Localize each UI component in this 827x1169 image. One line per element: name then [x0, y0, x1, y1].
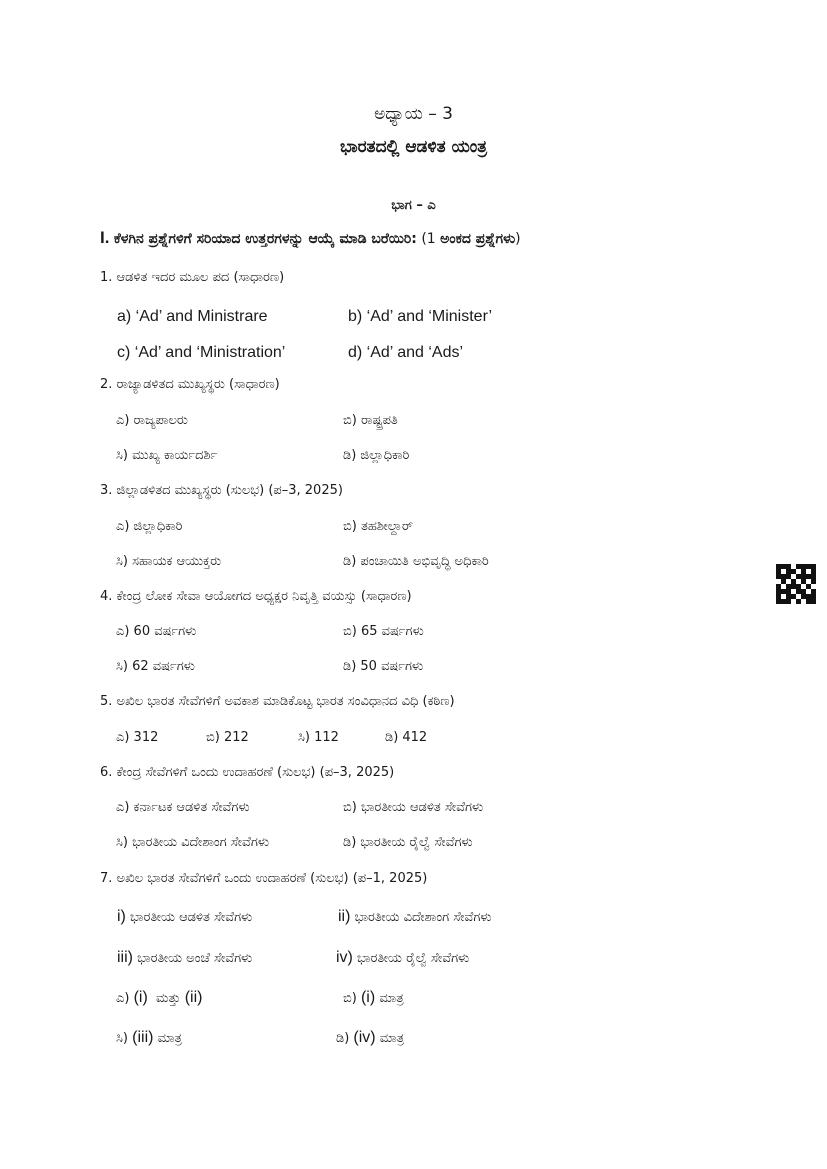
q2-option-c: ಸಿ) ಮುಖ್ಯ ಕಾರ್ಯದರ್ಶಿ	[116, 448, 218, 463]
q3-option-c: ಸಿ) ಸಹಾಯಕ ಆಯುಕ್ತರು	[116, 554, 222, 569]
q3-option-b: ಬಿ) ತಹಶೀಲ್ದಾರ್	[343, 519, 413, 534]
q7-option-c	[116, 1029, 182, 1047]
q7-option-d	[336, 1029, 404, 1047]
q6-option-d: ಡಿ) ಭಾರತೀಯ ರೈಲ್ವೆ ಸೇವೆಗಳು	[343, 835, 473, 850]
q7-statement-i	[117, 908, 252, 926]
statement-marker: ii)	[338, 908, 351, 925]
option-ref: (i)	[360, 989, 376, 1006]
q4-option-a: ಎ) 60 ವರ್ಷಗಳು	[116, 624, 197, 639]
q1-option-b: b) ‘Ad’ and ‘Minister’	[348, 308, 493, 325]
q7-statement-iii	[117, 949, 252, 967]
option-connector: ಮಾತ್ರ	[379, 1031, 405, 1046]
option-connector: ಮಾತ್ರ	[379, 991, 404, 1006]
q1-option-a: a) ‘Ad’ and Ministrare	[117, 308, 268, 325]
q5-option-a: ಎ) 312	[116, 730, 159, 745]
marks-label: ಅಂಕದ ಪ್ರಶ್ನೆಗಳು	[440, 231, 516, 247]
question-1: 1. ಆಡಳಿತ ಇದರ ಮೂಲ ಪದ (ಸಾಧಾರಣ)	[100, 270, 285, 285]
statement-marker: iii)	[117, 949, 133, 966]
question-4: 4. ಕೇಂದ್ರ ಲೋಕ ಸೇವಾ ಆಯೋಗದ ಅಧ್ಯಕ್ಷರ ನಿವೃತ್ತಿ ವಯಸ್ಸು (ಸಾಧಾರಣ)	[100, 589, 412, 604]
option-ref: (ii)	[184, 989, 203, 1006]
question-5: 5. ಅಖಿಲ ಭಾರತ ಸೇವೆಗಳಿಗೆ ಅವಕಾಶ ಮಾಡಿಕೊಟ್ಟ ಭಾರತ ಸಂವಿಧಾನದ ವಿಧಿ (ಕಠಿಣ)	[100, 694, 455, 709]
question-7: 7. ಅಖಿಲ ಭಾರತ ಸೇವೆಗಳಿಗೆ ಒಂದು ಉದಾಹರಣೆ (ಸುಲಭ) (ಪ–1, 2025)	[100, 871, 428, 886]
option-prefix: ಡಿ)	[336, 1031, 350, 1046]
q4-option-d: ಡಿ) 50 ವರ್ಷಗಳು	[343, 659, 424, 674]
chapter-title: ಭಾರತದಲ್ಲಿ ಆಡಳಿತ ಯಂತ್ರ	[339, 137, 488, 157]
q2-option-b: ಬಿ) ರಾಷ್ಟ್ರಪತಿ	[343, 413, 398, 428]
option-ref: (iv)	[353, 1029, 376, 1046]
question-3: 3. ಜಿಲ್ಲಾಡಳಿತದ ಮುಖ್ಯಸ್ಥರು (ಸುಲಭ) (ಪ–3, 2025)	[100, 483, 343, 498]
option-ref: (i)	[133, 989, 148, 1006]
question-2: 2. ರಾಜ್ಯಾಡಳಿತದ ಮುಖ್ಯಸ್ಥರು (ಸಾಧಾರಣ)	[100, 377, 280, 392]
q6-option-c: ಸಿ) ಭಾರತೀಯ ವಿದೇಶಾಂಗ ಸೇವೆಗಳು	[116, 835, 270, 850]
part-heading: ಭಾಗ – ಎ	[391, 198, 436, 213]
q5-option-b: ಬಿ) 212	[206, 730, 249, 745]
option-prefix: ಸಿ)	[116, 1031, 128, 1046]
option-prefix: ಎ)	[116, 991, 130, 1006]
q5-option-d: ಡಿ) 412	[385, 730, 428, 745]
section-instruction	[100, 228, 521, 248]
statement-marker: i)	[117, 908, 126, 925]
q6-option-a: ಎ) ಕರ್ನಾಟಕ ಆಡಳಿತ ಸೇವೆಗಳು	[116, 800, 250, 815]
instruction-text: ಕೆಳಗಿನ ಪ್ರಶ್ನೆಗಳಿಗೆ ಸರಿಯಾದ ಉತ್ತರಗಳನ್ನು ಆಯ್ಕೆ ಮಾಡಿ ಬರೆಯಿರಿ:	[113, 231, 417, 247]
chapter-heading: ಅಧ್ಯಾಯ – 3	[374, 104, 453, 124]
statement-text: ಭಾರತೀಯ ಆಡಳಿತ ಸೇವೆಗಳು	[130, 910, 253, 925]
statement-marker: iv)	[336, 949, 353, 966]
statement-text: ಭಾರತೀಯ ರೈಲ್ವೆ ಸೇವೆಗಳು	[357, 951, 470, 966]
option-connector: ಮತ್ತು	[156, 991, 181, 1006]
statement-text: ಭಾರತೀಯ ಅಂಚೆ ಸೇವೆಗಳು	[137, 951, 253, 966]
q1-option-c: c) ‘Ad’ and ‘Ministration’	[117, 344, 286, 361]
q2-option-a: ಎ) ರಾಜ್ಯಪಾಲರು	[116, 413, 188, 428]
q3-option-d: ಡಿ) ಪಂಚಾಯಿತಿ ಅಭಿವೃದ್ಧಿ ಅಧಿಕಾರಿ	[343, 554, 489, 569]
q6-option-b: ಬಿ) ಭಾರತೀಯ ಆಡಳಿತ ಸೇವೆಗಳು	[343, 800, 484, 815]
section-number: I.	[100, 228, 110, 247]
q7-option-b	[343, 989, 404, 1007]
marks-open: (1	[421, 231, 436, 247]
q7-option-a	[116, 989, 202, 1007]
option-ref: (iii)	[132, 1029, 154, 1046]
q3-option-a: ಎ) ಜಿಲ್ಲಾಧಿಕಾರಿ	[116, 519, 183, 534]
q2-option-d: ಡಿ) ಜಿಲ್ಲಾಧಿಕಾರಿ	[343, 448, 410, 463]
marks-close: )	[515, 231, 521, 247]
option-prefix: ಬಿ)	[343, 991, 357, 1006]
q7-statement-iv	[336, 949, 469, 967]
q5-option-c: ಸಿ) 112	[298, 730, 339, 745]
statement-text: ಭಾರತೀಯ ವಿದೇಶಾಂಗ ಸೇವೆಗಳು	[354, 910, 492, 925]
q4-option-b: ಬಿ) 65 ವರ್ಷಗಳು	[343, 624, 424, 639]
qr-code-icon	[776, 564, 816, 604]
q4-option-c: ಸಿ) 62 ವರ್ಷಗಳು	[116, 659, 195, 674]
q7-statement-ii	[338, 908, 492, 926]
option-connector: ಮಾತ್ರ	[157, 1031, 182, 1046]
q1-option-d: d) ‘Ad’ and ‘Ads’	[348, 344, 464, 361]
question-6: 6. ಕೇಂದ್ರ ಸೇವೆಗಳಿಗೆ ಒಂದು ಉದಾಹರಣೆ (ಸುಲಭ) (ಪ–3, 2025)	[100, 765, 395, 780]
